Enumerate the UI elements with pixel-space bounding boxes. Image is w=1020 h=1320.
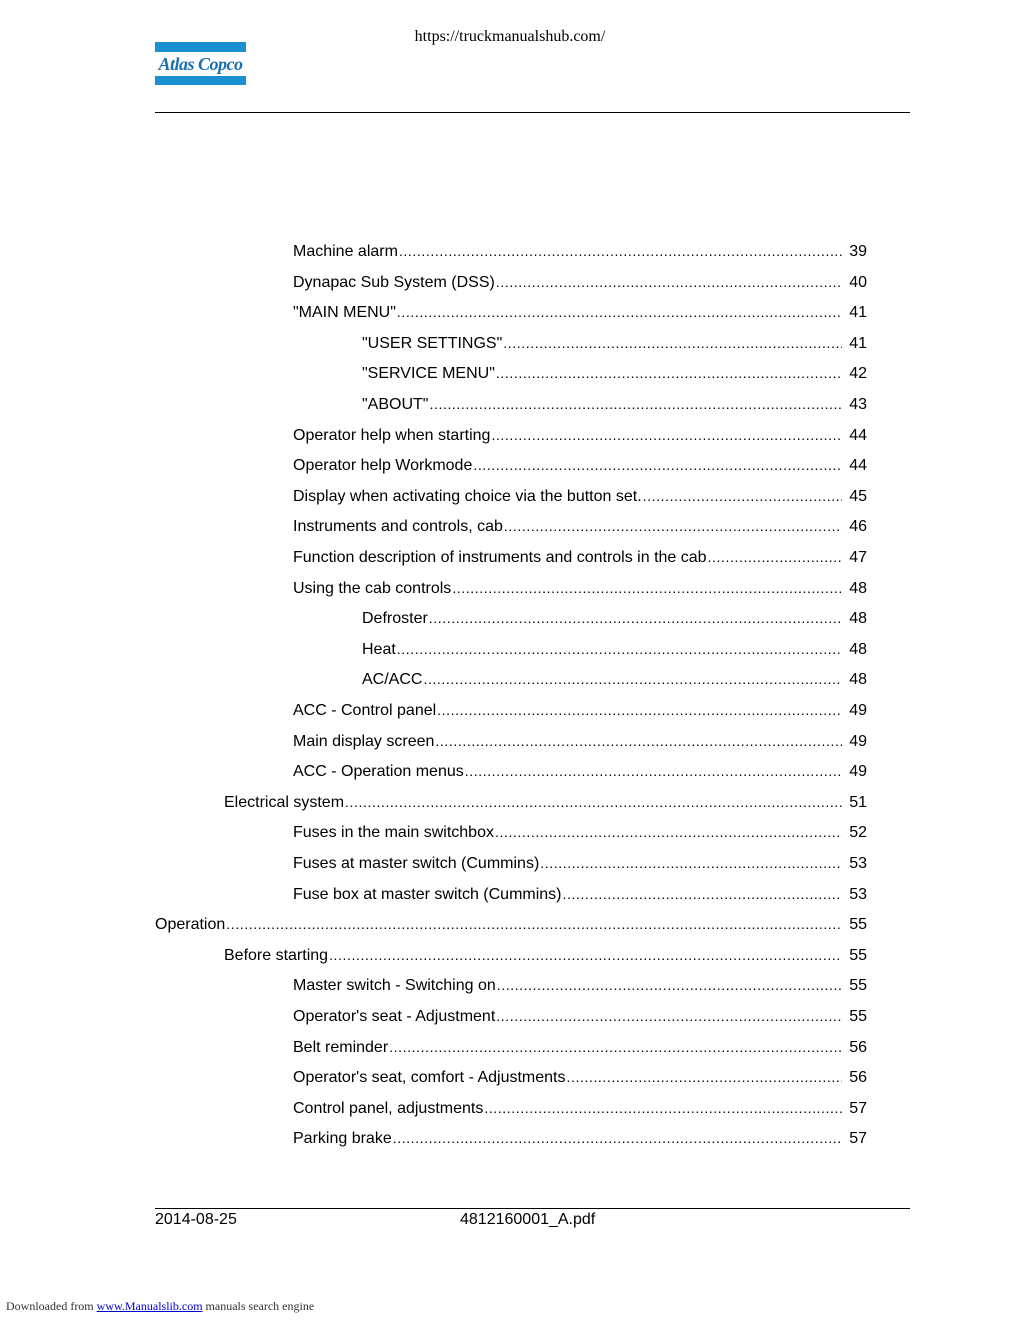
toc-entry[interactable]	[362, 328, 867, 358]
toc-dot-leader	[393, 1123, 842, 1153]
toc-entry-title: Control panel, adjustments	[293, 1099, 484, 1117]
footer-divider	[155, 1208, 910, 1209]
download-prefix: Downloaded from	[6, 1299, 97, 1313]
toc-entry-page: 48	[849, 640, 867, 658]
toc-dot-leader	[429, 389, 842, 419]
toc-entry-title: "MAIN MENU"	[293, 304, 396, 322]
toc-entry-page: 40	[849, 273, 867, 291]
toc-entry-title: Using the cab controls	[293, 579, 452, 597]
toc-entry[interactable]	[155, 909, 867, 939]
toc-entry-page: 49	[849, 732, 867, 750]
toc-entry[interactable]	[293, 267, 867, 297]
toc-dot-leader	[435, 726, 842, 756]
toc-entry-title: Function description of instruments and controls in the cab	[293, 549, 707, 566]
toc-dot-leader	[329, 940, 842, 970]
toc-entry-page: 55	[849, 946, 867, 964]
toc-dot-leader	[389, 1032, 842, 1062]
toc-entry-title: Operation	[155, 916, 226, 934]
toc-dot-leader	[496, 267, 842, 297]
toc-entry-page: 45	[849, 487, 867, 505]
download-notice	[6, 1299, 314, 1314]
toc-entry[interactable]	[293, 511, 867, 541]
toc-entry[interactable]	[293, 1093, 867, 1123]
toc-entry-page: 52	[849, 824, 867, 842]
toc-entry[interactable]	[293, 695, 867, 725]
toc-entry-page: 55	[849, 916, 867, 934]
toc-dot-leader	[496, 1001, 842, 1031]
toc-entry-page: 55	[849, 1008, 867, 1025]
toc-dot-leader	[399, 236, 842, 266]
toc-entry[interactable]	[362, 389, 867, 419]
toc-entry-title: Heat	[362, 640, 396, 658]
toc-entry[interactable]	[362, 664, 867, 694]
toc-entry[interactable]	[362, 634, 867, 664]
toc-entry-title: AC/ACC	[362, 671, 423, 689]
toc-entry-page: 41	[849, 304, 867, 322]
toc-entry-page: 39	[849, 243, 867, 260]
toc-entry[interactable]	[293, 817, 867, 847]
toc-dot-leader	[563, 879, 842, 909]
toc-entry[interactable]	[293, 1032, 867, 1062]
toc-entry-title: Parking brake	[293, 1130, 392, 1148]
toc-entry-page: 43	[849, 396, 867, 413]
toc-entry-page: 41	[849, 334, 867, 352]
footer-filename: 4812160001_A.pdf	[460, 1211, 596, 1228]
toc-dot-leader	[497, 970, 842, 1000]
toc-entry-title: Master switch - Switching on	[293, 977, 496, 995]
toc-entry[interactable]	[293, 726, 867, 756]
toc-entry[interactable]	[293, 297, 867, 327]
toc-entry-page: 57	[849, 1130, 867, 1148]
toc-dot-leader	[484, 1093, 842, 1123]
footer-date: 2014-08-25	[155, 1211, 237, 1228]
toc-dot-leader	[708, 542, 842, 572]
toc-entry-page: 51	[849, 793, 867, 811]
toc-entry-page: 57	[849, 1099, 867, 1117]
toc-entry-page: 47	[849, 549, 867, 566]
toc-entry[interactable]	[362, 358, 867, 388]
logo-top-bar	[155, 42, 246, 52]
toc-entry-page: 42	[849, 365, 867, 383]
toc-dot-leader	[491, 420, 842, 450]
toc-entry-title: Fuses at master switch (Cummins)	[293, 855, 540, 872]
toc-entry-page: 44	[849, 426, 867, 444]
logo-bottom-bar	[155, 76, 246, 85]
toc-entry-title: Dynapac Sub System (DSS)	[293, 273, 495, 291]
toc-dot-leader	[495, 817, 842, 847]
toc-dot-leader	[465, 756, 842, 786]
toc-entry[interactable]	[224, 940, 867, 970]
toc-dot-leader	[504, 511, 842, 541]
toc-entry-title: Instruments and controls, cab	[293, 518, 503, 536]
toc-entry[interactable]	[293, 236, 867, 266]
toc-entry-title: Main display screen	[293, 732, 435, 750]
toc-entry-page: 48	[849, 671, 867, 689]
toc-entry-title: ACC - Control panel	[293, 702, 437, 719]
toc-entry[interactable]	[293, 450, 867, 480]
toc-dot-leader	[503, 328, 842, 358]
toc-entry-title: Display when activating choice via the button set.	[293, 487, 642, 505]
toc-entry[interactable]	[293, 848, 867, 878]
header-divider	[155, 112, 910, 113]
toc-entry[interactable]	[293, 481, 867, 511]
toc-entry-page: 48	[849, 610, 867, 628]
toc-dot-leader	[437, 695, 842, 725]
toc-entry-title: Belt reminder	[293, 1038, 389, 1056]
toc-dot-leader	[452, 573, 842, 603]
toc-entry-title: ACC - Operation menus	[293, 763, 464, 781]
toc-entry[interactable]	[293, 573, 867, 603]
toc-entry[interactable]	[224, 787, 867, 817]
toc-dot-leader	[540, 848, 842, 878]
toc-dot-leader	[226, 909, 842, 939]
toc-entry[interactable]	[293, 1062, 867, 1092]
toc-dot-leader	[473, 450, 842, 480]
toc-entry-title: Defroster	[362, 610, 428, 628]
toc-dot-leader	[397, 634, 842, 664]
toc-entry-title: "SERVICE MENU"	[362, 365, 495, 383]
toc-dot-leader	[567, 1062, 843, 1092]
toc-dot-leader	[345, 787, 842, 817]
toc-entry-title: Before starting	[224, 946, 329, 964]
toc-entry-title: Operator help Workmode	[293, 457, 473, 475]
logo-wordmark: Atlas Copco	[158, 54, 243, 74]
atlas-copco-logo	[155, 42, 246, 85]
toc-entry[interactable]	[293, 970, 867, 1000]
toc-dot-leader	[423, 664, 842, 694]
toc-entry-title: Operator's seat - Adjustment	[293, 1008, 496, 1025]
toc-entry-page: 48	[849, 579, 867, 597]
toc-dot-leader	[496, 358, 842, 388]
toc-entry[interactable]	[293, 542, 867, 572]
toc-dot-leader	[397, 297, 842, 327]
toc-entry[interactable]	[293, 420, 867, 450]
toc-entry-page: 55	[849, 977, 867, 995]
source-url: https://truckmanualshub.com/	[414, 28, 606, 45]
toc-entry-title: Machine alarm	[293, 243, 398, 260]
toc-entry-title: Operator help when starting	[293, 426, 491, 444]
toc-entry-title: "USER SETTINGS"	[362, 334, 503, 352]
toc-entry-page: 44	[849, 457, 867, 475]
toc-entry-page: 53	[849, 885, 867, 903]
toc-entry-title: Operator's seat, comfort - Adjustments	[293, 1069, 566, 1087]
toc-entry-title: "ABOUT"	[362, 396, 429, 413]
toc-entry-page: 53	[849, 855, 867, 872]
download-suffix: manuals search engine	[202, 1299, 315, 1313]
toc-entry[interactable]	[362, 603, 867, 633]
toc-entry[interactable]	[293, 879, 867, 909]
toc-entry-page: 49	[849, 702, 867, 719]
toc-entry[interactable]	[293, 756, 867, 786]
toc-dot-leader	[429, 603, 842, 633]
toc-entry-page: 46	[849, 518, 867, 536]
toc-entry-title: Fuse box at master switch (Cummins)	[293, 885, 562, 903]
toc-entry[interactable]	[293, 1001, 867, 1031]
toc-entry-page: 56	[849, 1069, 867, 1087]
toc-entry-page: 49	[849, 763, 867, 781]
toc-dot-leader	[643, 481, 842, 511]
toc-entry-title: Fuses in the main switchbox	[293, 824, 494, 842]
toc-entry-title: Electrical system	[224, 793, 345, 811]
toc-entry[interactable]	[293, 1123, 867, 1153]
toc-entry-page: 56	[849, 1038, 867, 1056]
manualslib-link[interactable]: www.Manualslib.com	[96, 1299, 203, 1313]
